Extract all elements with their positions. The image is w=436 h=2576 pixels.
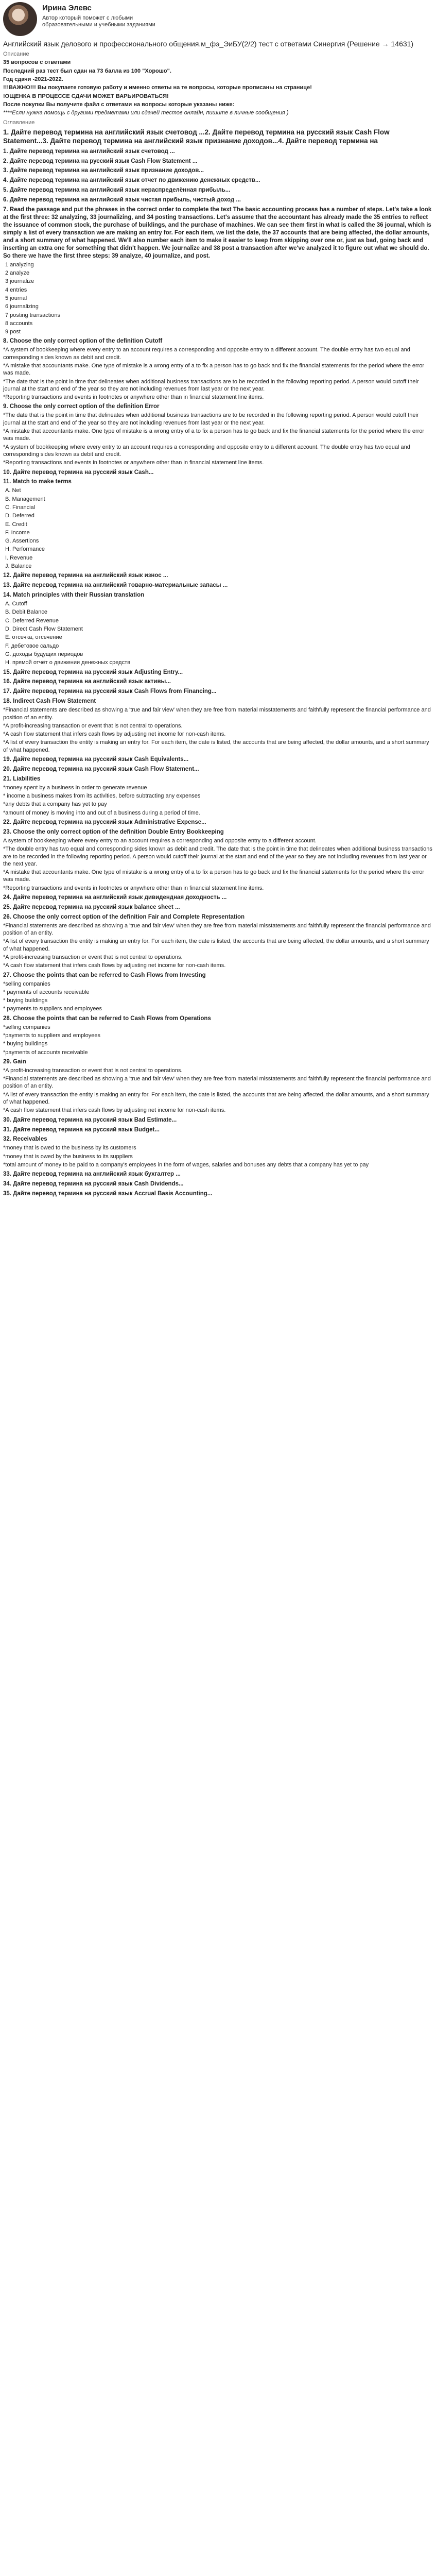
intro-line: После покупки Вы получите файл с ответами на вопросы которые указаны ниже: <box>3 101 235 108</box>
intro-line: Последний раз тест был сдан на 73 балла из 100 "Хорошо". <box>3 67 171 74</box>
list-item: B. Management <box>5 496 45 502</box>
description-intro <box>3 59 433 116</box>
question-title: 9. Choose the only correct option of the definition Error <box>3 403 160 410</box>
list-item: D. Direct Cash Flow Statement <box>5 626 83 633</box>
question-title: 23. Choose the only correct option of the definition Double Entry Bookkeeping <box>3 829 224 835</box>
answer-option: *Reporting transactions and events in footnotes or anywhere other than in financial statement line items. <box>3 460 264 466</box>
answer-option: * buying buildings <box>3 1041 48 1047</box>
answer-option: *total amount of money to be paid to a company's employees in the form of wages, salaries and bonuses any debts that a company has yet to pay <box>3 1161 369 1168</box>
list-item: 8 accounts <box>5 320 33 327</box>
intro-line: !!!ВАЖНО!!! Вы покупаете готовую работу и именно ответы на те вопросы, которые прописаны на странице! <box>3 84 312 91</box>
question-title: 11. Match to make terms <box>3 479 72 485</box>
list-item: D. Deferred <box>5 513 34 519</box>
page <box>0 0 436 1204</box>
question-title: 8. Choose the only correct option of the definition Cutoff <box>3 338 163 345</box>
answer-option: *selling companies <box>3 1024 50 1030</box>
list-item: 9 post <box>5 329 21 335</box>
answer-option: *A system of bookkeeping where every entry to an account requires a corresponding and opposite entry to a different account. The double entry has two equal and corresponding sides known as debit and credit. <box>3 347 410 361</box>
answer-option: *A list of every transaction the entity is making an entry for. For each item, the date is listed, the accounts that are being affected, the dollar amounts, and a short summary of what happened. <box>3 739 429 753</box>
answer-option: *money that is owed by the business to its suppliers <box>3 1153 133 1160</box>
answer-option: A system of bookkeeping where every entry to an account requires a corresponding and opposite entry to a different account. <box>3 837 317 844</box>
author-name[interactable]: Ирина Элевс <box>42 4 92 12</box>
question-title: 32. Receivables <box>3 1136 47 1143</box>
question-title: 21. Liabilities <box>3 775 41 782</box>
list-item: 3 journalize <box>5 278 34 285</box>
toc-summary: 1. Дайте перевод термина на английский язык счетовод ...2. Дайте перевод термина на русский язык Cash Flow Statement...3. Дайте перевод термина на английский язык признание доходов...4. Дайте перевод термина на <box>3 128 390 145</box>
answer-option: *A list of every transaction the entity is making an entry for. For each item, the date is listed, the accounts that are being affected, the dollar amounts, and a short summary of what happened. <box>3 938 429 952</box>
list-item: A. Cutoff <box>5 601 27 607</box>
answer-option: *payments to suppliers and employees <box>3 1032 100 1039</box>
question-title: 22. Дайте перевод термина на русский язык Administrative Expense... <box>3 819 206 826</box>
list-item: 7 posting transactions <box>5 312 61 318</box>
answer-option: *amount of money is moving into and out of a business during a period of time. <box>3 809 200 816</box>
question-title: 1. Дайте перевод термина на английский язык счетовод ... <box>3 148 175 155</box>
list-item: E. Credit <box>5 521 27 528</box>
question-title: 5. Дайте перевод термина на английский язык нераспределённая прибыль... <box>3 187 231 194</box>
answer-option: *A list of every transaction the entity is making an entry for. For each item, the date is listed, the accounts that are being affected, the dollar amounts, and a short summary of what happened. <box>3 1091 429 1105</box>
answer-option: *The date that is the point in time that delineates when additional business transactions are to be recorded in the following reporting period. A person would cutoff their journal at the start and end of the year so they are not including revenues from last year or the next year. <box>3 378 419 392</box>
author-tagline: Автор который поможет с любыми образовательными и учебными заданиями <box>42 14 155 28</box>
list-item: C. Deferred Revenue <box>5 617 59 624</box>
list-item: B. Debit Balance <box>5 609 47 616</box>
answer-option: *A profit-increasing transaction or event that is not central to operations. <box>3 954 183 961</box>
question-title: 17. Дайте перевод термина на русский язык Cash Flows from Financing... <box>3 688 217 695</box>
answer-option: *any debts that a company has yet to pay <box>3 801 107 808</box>
answer-option: * income a business makes from its activities, before subtracting any expenses <box>3 793 201 800</box>
question-title: 28. Choose the points that can be referred to Cash Flows from Operations <box>3 1015 211 1022</box>
author-header <box>3 2 433 36</box>
list-item: 6 journalizing <box>5 303 39 310</box>
answer-option: *payments of accounts receivable <box>3 1049 88 1056</box>
answer-option: *A cash flow statement that infers cash flows by adjusting net income for non-cash items. <box>3 731 226 738</box>
answer-option: *Financial statements are described as showing a 'true and fair view' when they are free from material misstatements and faithfully represent the financial performance and position of an entity. <box>3 922 431 937</box>
question-title: 33. Дайте перевод термина на английский язык бухгалтер ... <box>3 1171 181 1178</box>
list-item: 5 journal <box>5 295 27 301</box>
answer-option: *selling companies <box>3 980 50 987</box>
answer-option: *The double entry has two equal and corresponding sides known as debit and credit. The date that is the point in time that delineates when additional business transactions are to be recorded in the following reporting period. A person would cutoff their journal at the start and end of the year so they are not including revenues from last year or the next year. <box>3 846 432 867</box>
question-title: 35. Дайте перевод термина на русский язык Accrual Basis Accounting... <box>3 1191 213 1197</box>
question-title: 31. Дайте перевод термина на русский язык Budget... <box>3 1126 160 1133</box>
list-item: E. отсечка, отсечение <box>5 634 62 641</box>
question-title: 10. Дайте перевод термина на русский язык Cash... <box>3 469 154 476</box>
page-title: Английский язык делового и профессионального общения.м_фэ_ЭиБУ(2/2) тест с ответами Синергия (Решение → 14631) <box>3 40 414 48</box>
answer-option: *Financial statements are described as showing a 'true and fair view' when they are free from material misstatements and faithfully represent the financial performance and position of an entity. <box>3 1076 431 1090</box>
answer-option: *money spent by a business in order to generate revenue <box>3 784 147 791</box>
list-item: 1 analyzing <box>5 261 34 268</box>
answer-option: *Reporting transactions and events in footnotes or anywhere other than in financial statement line items. <box>3 885 264 891</box>
answer-option: * buying buildings <box>3 997 48 1004</box>
description-label: Описание <box>3 51 29 58</box>
list-item: 2 analyze <box>5 270 30 277</box>
question-title: 13. Дайте перевод термина на английский товарно-материальные запасы ... <box>3 582 228 589</box>
intro-line: !ОЩЕНКА В ПРОЦЕССЕ СДАЧИ МОЖЕТ ВАРЬИРОВАТЬСЯ! <box>3 93 169 99</box>
list-item: G. Assertions <box>5 538 39 545</box>
list-item: F. Income <box>5 529 30 536</box>
answer-option: * payments of accounts receivable <box>3 989 90 995</box>
question-title: 20. Дайте перевод термина на русский язык Cash Flow Statement... <box>3 766 199 772</box>
question-title: 15. Дайте перевод термина на русский язык Adjusting Entry... <box>3 669 183 675</box>
intro-line: 35 вопросов с ответами <box>3 59 71 66</box>
answer-option: *A profit-increasing transaction or event that is not central to operations. <box>3 1067 183 1074</box>
list-item: A. Net <box>5 487 21 494</box>
list-item: F. дебетовое сальдо <box>5 642 59 649</box>
question-title: 14. Match principles with their Russian translation <box>3 592 145 599</box>
toc-label: Оглавление <box>3 119 35 126</box>
list-item: J. Balance <box>5 563 32 570</box>
question-title: 6. Дайте перевод термина на английский язык чистая прибыль, чистый доход ... <box>3 197 241 204</box>
list-item: H. Performance <box>5 546 45 553</box>
intro-line: ****Если нужна помощь с другими предметами или сдачей тестов онлайн, пишите в личные сообщения ) <box>3 110 289 116</box>
answer-option: * payments to suppliers and employees <box>3 1006 102 1012</box>
question-list <box>3 128 433 1198</box>
question-title: 30. Дайте перевод термина на русский язык Bad Estimate... <box>3 1116 177 1123</box>
answer-option: *Financial statements are described as showing a 'true and fair view' when they are free from material misstatements and faithfully represent the financial performance and position of an entity. <box>3 707 431 721</box>
answer-option: *The date that is the point in time that delineates when additional business transactions are to be recorded in the following reporting period. A person would cutoff their journal at the start and end of the year so they are not including revenues from last year or the next year. <box>3 412 419 426</box>
answer-option: *money that is owed to the business by its customers <box>3 1145 136 1151</box>
answer-option: *A cash flow statement that infers cash flows by adjusting net income for non-cash items. <box>3 1107 226 1114</box>
answer-option: *Reporting transactions and events in footnotes or anywhere other than in financial statement line items. <box>3 394 264 401</box>
question-title: 16. Дайте перевод термина на английский язык активы... <box>3 679 171 685</box>
question-title: 24. Дайте перевод термина на английский язык дивидендная доходность ... <box>3 894 227 901</box>
question-title: 7. Read the passage and put the phrases in the correct order to complete the text The basic accounting process has a number of steps. Let's take a look at the first three: 32 analyzing, 33 journalizing, and 34 posting transactions. Let's assume that the accountant has already made the 35 entries to reflect the issuance of common stock, the purchase of buildings, and the purchase of machines. We can see them first in what is called the 36 journal, which is simply a list of every transaction we are making an entry for. For each item, we list the date, the 37 accounts that are being affected, the dollar amounts, and a short summary of what happened. We'll also number each item to make it easier to keep from skipping over one or, just as bad, going back and inserting an extra one for something that didn't happen. We journalize and 38 post a transaction after we've analyzed it to figure out what we should do. So there we have the first three steps: 39 analyze, 40 journalize, and post. <box>3 207 432 259</box>
list-item: G. доходы будущих периодов <box>5 651 83 657</box>
author-block <box>42 2 176 29</box>
question-title: 26. Choose the only correct option of the definition Fair and Complete Representation <box>3 913 245 920</box>
question-title: 34. Дайте перевод термина на русский язык Cash Dividends... <box>3 1181 184 1188</box>
question-title: 4. Дайте перевод термина на английский язык отчет по движению денежных средств... <box>3 177 260 184</box>
answer-option: *A profit-increasing transaction or event that is not central to operations. <box>3 722 183 729</box>
answer-option: *A cash flow statement that infers cash flows by adjusting net income for non-cash items. <box>3 962 226 969</box>
answer-option: *A system of bookkeeping where every entry to an account requires a corresponding and opposite entry to a different account. The double entry has two equal and corresponding sides known as debit and credit. <box>3 444 410 457</box>
question-title: 3. Дайте перевод термина на английский язык признание доходов... <box>3 167 204 174</box>
answer-option: *A mistake that accountants make. One type of mistake is a wrong entry of a to fix a person has to go back and fix the financial statements for the period where the error was made. <box>3 428 425 442</box>
question-title: 19. Дайте перевод термина на русский язык Cash Equivalents... <box>3 756 189 763</box>
list-item: I. Revenue <box>5 554 33 561</box>
question-title: 12. Дайте перевод термина на английский язык износ ... <box>3 572 168 579</box>
answer-option: *A mistake that accountants make. One type of mistake is a wrong entry of a to fix a person has to go back and fix the financial statements for the period where the error was made. <box>3 363 425 377</box>
list-item: H. прямой отчёт о движении денежных средств <box>5 659 130 666</box>
question-title: 27. Choose the points that can be referred to Cash Flows from Investing <box>3 972 206 978</box>
answer-option: *A mistake that accountants make. One type of mistake is a wrong entry of a to fix a person has to go back and fix the financial statements for the period where the error was made. <box>3 869 425 883</box>
question-title: 2. Дайте перевод термина на русский язык Cash Flow Statement ... <box>3 158 198 164</box>
question-title: 18. Indirect Cash Flow Statement <box>3 698 96 705</box>
author-avatar[interactable] <box>3 2 37 36</box>
list-item: C. Financial <box>5 504 36 511</box>
question-title: 25. Дайте перевод термина на русский язык balance sheet ... <box>3 904 180 910</box>
intro-line: Год сдачи -2021-2022. <box>3 76 63 83</box>
question-title: 29. Gain <box>3 1058 26 1065</box>
list-item: 4 entries <box>5 286 27 293</box>
